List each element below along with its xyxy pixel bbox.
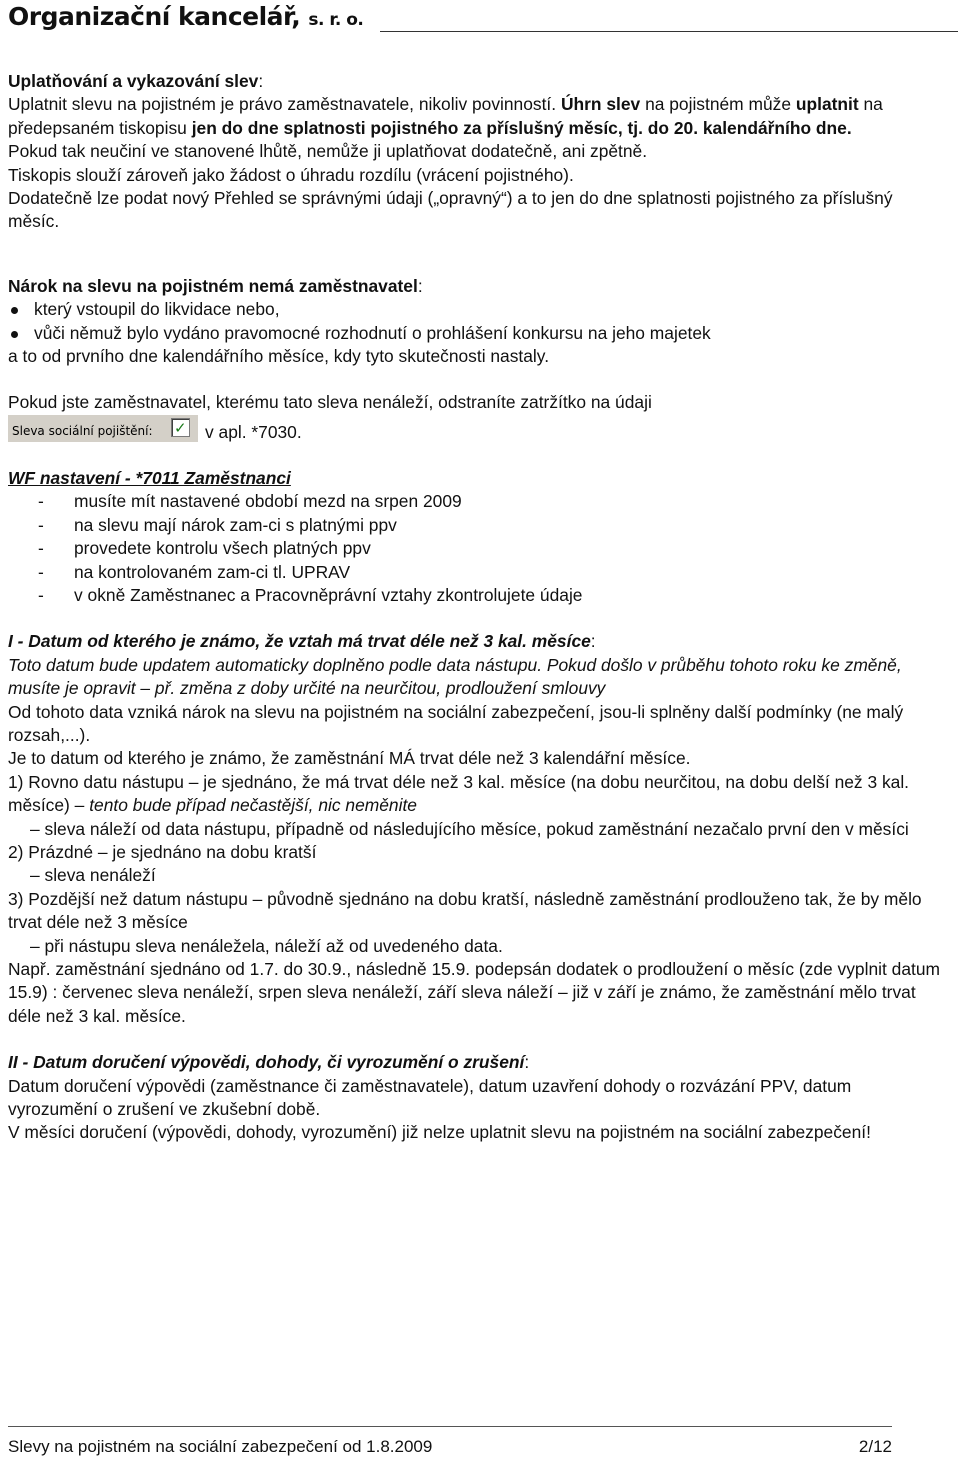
bullet-icon bbox=[11, 307, 18, 314]
dash-marker: - bbox=[38, 561, 44, 582]
section-5-example: Např. zaměstnání sjednáno od 1.7. do 30.9., následně 15.9. podepsán dodatek o prodloužení o měsíc (zde vyplnit datum 15.9) : červenec sleva nenáleží, srpen sleva nenáleží, září sleva náleží – již v září je známo, že zaměstnání mělo trvat déle než 3 kal. měsíce. bbox=[8, 959, 940, 1026]
case-1-text: 1) Rovno datu nástupu – je sjednáno, že má trvat déle než 3 kal. měsíce (na dobu neurčitou, na dobu delší než 3 kal. měsíce) – bbox=[8, 771, 910, 816]
section-4-title: WF nastavení - *7011 Zaměstnanci bbox=[8, 467, 291, 488]
list-item bbox=[8, 537, 943, 560]
page-header bbox=[8, 0, 960, 40]
bullet-icon bbox=[11, 331, 18, 338]
case-3: 3) Pozdější než datum nástupu – původně sjednáno na dobu kratší, následně zaměstnání prodlouženo tak, že by mělo trvat déle než 3 měsíce bbox=[8, 888, 922, 933]
sleva-checkbox-screenshot bbox=[8, 415, 198, 442]
section-6-para-1: Datum doručení výpovědi (zaměstnance či zaměstnavatele), datum uzavření dohody o rozvázání PPV, datum vyrozumění o zrušení ve zkušební době. bbox=[8, 1075, 852, 1120]
section-6-title: II - Datum doručení výpovědi, dohody, či vyrozumění o zrušení bbox=[8, 1052, 525, 1073]
section-2-tail: a to od prvního dne kalendářního měsíce, kdy tyto skutečnosti nastaly. bbox=[8, 346, 550, 367]
dash-marker: - bbox=[38, 538, 44, 559]
section-2-title: Nárok na slevu na pojistném nemá zaměstnavatel bbox=[8, 275, 418, 296]
list-item-text: na slevu mají nárok zam-ci s platnými ppv bbox=[74, 514, 397, 535]
spacer bbox=[8, 607, 943, 630]
page-number: 2/12 bbox=[858, 1437, 892, 1456]
case-2-result: – sleva nenáleží bbox=[30, 865, 156, 886]
list-item bbox=[8, 490, 943, 513]
spacer bbox=[8, 257, 943, 275]
bold-text: uplatnit bbox=[795, 94, 859, 115]
text: na pojistném může bbox=[645, 94, 792, 115]
spacer bbox=[8, 449, 943, 467]
checkbox-label: Sleva sociální pojištění: bbox=[12, 423, 153, 438]
company-name: Organizační kancelář, bbox=[8, 2, 301, 31]
section-3-text: Pokud jste zaměstnavatel, kterému tato sleva nenáleží, odstraníte zatržítko na údaji bbox=[8, 392, 652, 413]
section-4-dash-list bbox=[8, 490, 943, 607]
section-6-para-2: V měsíci doručení (výpovědi, dohody, vyrozumění) již nelze uplatnit slevu na pojistném na sociální zabezpečení! bbox=[8, 1122, 871, 1143]
section-2-heading bbox=[8, 275, 943, 298]
text: na předepsaném tiskopisu bbox=[8, 94, 883, 138]
check-icon: ✓ bbox=[174, 418, 187, 437]
section-4-heading bbox=[8, 467, 943, 490]
bold-text: jen do dne splatnosti pojistného za příslušný měsíc, tj. do 20. kalendářního dne. bbox=[191, 117, 852, 138]
widget-row bbox=[8, 415, 943, 449]
header-rule bbox=[380, 31, 958, 32]
list-item-text: na kontrolovaném zam-ci tl. UPRAV bbox=[74, 561, 351, 582]
list-item bbox=[8, 322, 943, 345]
document-body bbox=[8, 70, 943, 1145]
case-2: 2) Prázdné – je sjednáno na dobu kratší bbox=[8, 841, 317, 862]
case-1 bbox=[8, 771, 943, 818]
colon: : bbox=[417, 275, 423, 296]
page-footer bbox=[8, 1426, 892, 1456]
list-item-text: musíte mít nastavené období mezd na srpen 2009 bbox=[74, 491, 462, 512]
section-1-heading bbox=[8, 70, 943, 93]
list-item-text: který vstoupil do likvidace nebo, bbox=[34, 299, 280, 320]
colon: : bbox=[590, 631, 596, 652]
text: Uplatnit slevu na pojistném je právo zaměstnavatele, nikoliv povinností. bbox=[8, 94, 557, 115]
section-5-heading bbox=[8, 630, 943, 653]
spacer bbox=[8, 234, 943, 257]
section-1-title: Uplatňování a vykazování slev bbox=[8, 71, 259, 91]
list-item bbox=[8, 298, 943, 321]
dash-marker: - bbox=[38, 491, 44, 512]
list-item bbox=[8, 584, 943, 607]
spacer bbox=[8, 368, 943, 391]
list-item-text: v okně Zaměstnanec a Pracovněprávní vztahy zkontrolujete údaje bbox=[74, 584, 583, 605]
section-5-italic-note: Toto datum bude updatem automaticky doplněno podle data nástupu. Pokud došlo v průběhu tohoto roku ke změně, musíte je opravit – př. změna z doby určité na neurčitou, prodloužení smlouvy bbox=[8, 654, 902, 699]
dash-marker: - bbox=[38, 584, 44, 605]
footer-document-title: Slevy na pojistném na sociální zabezpečení od 1.8.2009 bbox=[8, 1437, 433, 1456]
section-1-para-1 bbox=[8, 93, 943, 140]
colon: : bbox=[524, 1052, 530, 1073]
case-1-note: tento bude případ nečastější, nic neměnite bbox=[89, 795, 417, 816]
list-item-text: vůči němuž bylo vydáno pravomocné rozhodnutí o prohlášení konkursu na jeho majetek bbox=[34, 322, 711, 343]
company-title bbox=[8, 2, 363, 31]
section-5-title: I - Datum od kterého je známo, že vztah má trvat déle než 3 kal. měsíce bbox=[8, 631, 591, 652]
section-5-para-2: Je to datum od kterého je známo, že zaměstnání MÁ trvat déle než 3 kalendářní měsíce. bbox=[8, 748, 691, 769]
case-3-result: – při nástupu sleva nenáležela, náleží až od uvedeného data. bbox=[30, 935, 503, 956]
section-6-heading bbox=[8, 1051, 943, 1074]
bold-text: Úhrn slev bbox=[560, 94, 641, 115]
section-1-para-4: Dodatečně lze podat nový Přehled se správnými údaji („opravný“) a to jen do dne splatnosti pojistného za příslušný měsíc. bbox=[8, 188, 893, 232]
list-item-text: provedete kontrolu všech platných ppv bbox=[74, 538, 371, 559]
checkbox[interactable] bbox=[171, 418, 190, 437]
section-1-para-3: Tiskopis slouží zároveň jako žádost o úhradu rozdílu (vrácení pojistného). bbox=[8, 164, 574, 185]
list-item bbox=[8, 561, 943, 584]
spacer bbox=[8, 1028, 943, 1051]
section-2-bullet-list bbox=[8, 298, 943, 345]
list-item bbox=[8, 514, 943, 537]
colon: : bbox=[258, 71, 264, 91]
dash-marker: - bbox=[38, 514, 44, 535]
widget-tail-text: v apl. *7030. bbox=[205, 421, 302, 442]
section-5-para-1: Od tohoto data vzniká nárok na slevu na pojistném na sociální zabezpečení, jsou-li splněny další podmínky (ne malý rozsah,...). bbox=[8, 701, 904, 745]
company-suffix: s. r. o. bbox=[308, 10, 364, 30]
section-1-para-2: Pokud tak neučiní ve stanovené lhůtě, nemůže ji uplatňovat dodatečně, ani zpětně. bbox=[8, 141, 648, 162]
case-1-result: – sleva náleží od data nástupu, případně od následujícího měsíce, pokud zaměstnání nezačalo první den v měsíci bbox=[30, 818, 909, 839]
